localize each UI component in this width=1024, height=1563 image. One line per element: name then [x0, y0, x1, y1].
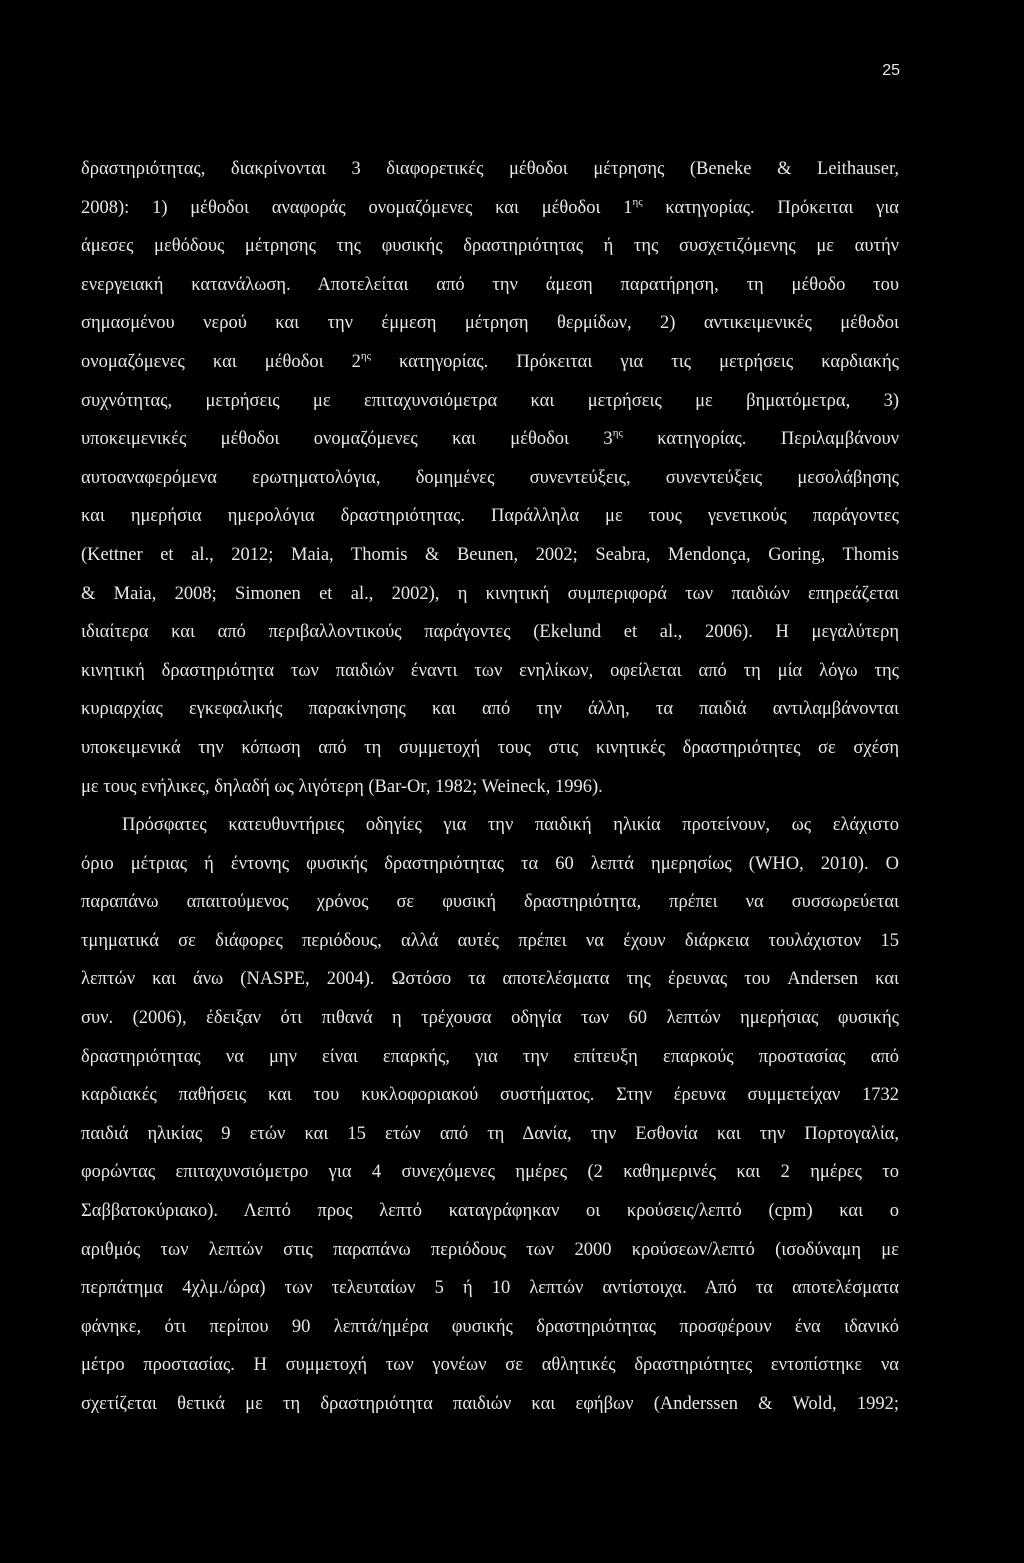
text-run: Πρόσφατες κατευθυντήριες οδηγίες για την παιδική ηλικία προτείνουν, ως ελάχιστο: [122, 815, 899, 836]
text-line: [81, 845, 899, 884]
text-run: ιδιαίτερα και από περιβαλλοντικούς παράγοντες (Ekelund et al., 2006). Η μεγαλύτερη: [81, 622, 899, 643]
text-run: Σαββατοκύριακο). Λεπτό προς λεπτό καταγράφηκαν οι κρούσεις/λεπτό (cpm) και ο: [81, 1201, 899, 1222]
text-line: [81, 1192, 899, 1231]
text-run: & Maia, 2008; Simonen et al., 2002), η κινητική συμπεριφορά των παιδιών επηρεάζεται: [81, 583, 899, 604]
text-line: [81, 768, 899, 807]
text-line: [81, 729, 899, 768]
text-run: και ημερήσια ημερολόγια δραστηριότητας. Παράλληλα με τους γενετικούς παράγοντες: [81, 506, 899, 527]
text-line: [81, 1308, 899, 1347]
text-line: [81, 459, 899, 498]
text-run: ονομαζόμενες και μέθοδοι 2: [81, 351, 361, 372]
text-run: (Kettner et al., 2012; Maia, Thomis & Beunen, 2002; Seabra, Mendonça, Goring, Thomis: [81, 544, 899, 565]
text-line: [81, 999, 899, 1038]
text-run: με τους ενήλικες, δηλαδή ως λιγότερη (Bar-Or, 1982; Weineck, 1996).: [81, 776, 603, 797]
text-run: 2008): 1) μέθοδοι αναφοράς ονομαζόμενες και μέθοδοι 1: [81, 197, 633, 218]
text-run: κατηγορίας. Περιλαμβάνουν: [622, 429, 899, 450]
body-text: [81, 150, 899, 1424]
text-run: μέτρο προστασίας. Η συμμετοχή των γονέων σε αθλητικές δραστηριότητες εντοπίστηκε να: [81, 1355, 899, 1376]
text-line: [81, 1231, 899, 1270]
text-run: καρδιακές παθήσεις και του κυκλοφοριακού συστήματος. Στην έρευνα συμμετείχαν 1732: [81, 1085, 899, 1106]
text-line: [81, 1153, 899, 1192]
text-run: συν. (2006), έδειξαν ότι πιθανά η τρέχουσα οδηγία των 60 λεπτών ημερήσιας φυσικής: [81, 1008, 899, 1029]
text-run: κατηγορίας. Πρόκειται για: [642, 197, 899, 218]
text-line: [81, 343, 899, 382]
text-line: [81, 420, 899, 459]
text-line: [81, 536, 899, 575]
page-number: 25: [882, 62, 900, 79]
text-line: [81, 1076, 899, 1115]
text-run: φορώντας επιταχυνσιόμετρο για 4 συνεχόμενες ημέρες (2 καθημερινές και 2 ημέρες το: [81, 1162, 899, 1183]
text-line: [81, 304, 899, 343]
text-line: [81, 266, 899, 305]
text-run: όριο μέτριας ή έντονης φυσικής δραστηριότητας τα 60 λεπτά ημερησίως (WHO, 2010). Ο: [81, 853, 899, 874]
text-run: κινητική δραστηριότητα των παιδιών έναντι των ενηλίκων, οφείλεται από τη μία λόγω της: [81, 660, 899, 681]
text-run: άμεσες μεθόδους μέτρησης της φυσικής δραστηριότητας ή της συσχετιζόμενης με αυτήν: [81, 236, 899, 257]
text-run: συχνότητας, μετρήσεις με επιταχυνσιόμετρα και μετρήσεις με βηματόμετρα, 3): [81, 390, 899, 411]
text-run: παιδιά ηλικίας 9 ετών και 15 ετών από τη Δανία, την Εσθονία και την Πορτογαλία,: [81, 1123, 899, 1144]
text-run: σχετίζεται θετικά με τη δραστηριότητα παιδιών και εφήβων (Anderssen & Wold, 1992;: [81, 1394, 899, 1414]
text-line: [81, 227, 899, 266]
text-line: [81, 189, 899, 228]
text-run: δραστηριότητας, διακρίνονται 3 διαφορετικές μέθοδοι μέτρησης (Beneke & Leithauser,: [81, 159, 899, 179]
text-run: περπάτημα 4χλμ./ώρα) των τελευταίων 5 ή 10 λεπτών αντίστοιχα. Από τα αποτελέσματα: [81, 1278, 899, 1299]
text-line: [81, 1115, 899, 1154]
text-line: [81, 575, 899, 614]
text-line: [81, 806, 899, 845]
text-line: [81, 922, 899, 961]
text-line: [81, 497, 899, 536]
text-line: [81, 150, 899, 189]
text-line: [81, 960, 899, 999]
text-run: σημασμένου νερού και την έμμεση μέτρηση θερμίδων, 2) αντικειμενικές μέθοδοι: [81, 313, 899, 334]
text-run: αυτοαναφερόμενα ερωτηματολόγια, δομημένες συνεντεύξεις, συνεντεύξεις μεσολάβησης: [81, 467, 899, 488]
text-run: παραπάνω απαιτούμενος χρόνος σε φυσική δραστηριότητα, πρέπει να συσσωρεύεται: [81, 892, 899, 913]
text-run: φάνηκε, ότι περίπου 90 λεπτά/ημέρα φυσικής δραστηριότητας προσφέρουν ένα ιδανικό: [81, 1316, 899, 1337]
text-line: [81, 652, 899, 691]
text-run: τμηματικά σε διάφορες περιόδους, αλλά αυτές πρέπει να έχουν διάρκεια τουλάχιστον 15: [81, 930, 899, 951]
text-run: δραστηριότητας να μην είναι επαρκής, για την επίτευξη επαρκούς προστασίας από: [81, 1046, 899, 1067]
text-line: [81, 382, 899, 421]
text-run: υποκειμενικές μέθοδοι ονομαζόμενες και μέθοδοι 3: [81, 429, 613, 450]
text-line: [81, 1269, 899, 1308]
text-line: [81, 1346, 899, 1385]
text-run: υποκειμενικά την κόπωση από τη συμμετοχή τους στις κινητικές δραστηριότητες σε σχέση: [81, 737, 899, 758]
ordinal-superscript: ης: [632, 195, 643, 208]
text-line: [81, 690, 899, 729]
text-run: ενεργειακή κατανάλωση. Αποτελείται από την άμεση παρατήρηση, τη μέθοδο του: [81, 274, 899, 295]
text-line: [81, 883, 899, 922]
text-line: [81, 1385, 899, 1424]
text-run: κατηγορίας. Πρόκειται για τις μετρήσεις καρδιακής: [370, 351, 899, 372]
ordinal-superscript: ης: [360, 349, 371, 362]
text-run: κυριαρχίας εγκεφαλικής παρακίνησης και από την άλλη, τα παιδιά αντιλαμβάνονται: [81, 699, 899, 720]
text-run: λεπτών και άνω (NASPE, 2004). Ωστόσο τα αποτελέσματα της έρευνας του Andersen και: [81, 969, 899, 990]
text-line: [81, 1038, 899, 1077]
text-run: αριθμός των λεπτών στις παραπάνω περιόδους των 2000 κρούσεων/λεπτό (ισοδύναμη με: [81, 1239, 899, 1260]
ordinal-superscript: ης: [612, 427, 623, 440]
text-line: [81, 613, 899, 652]
